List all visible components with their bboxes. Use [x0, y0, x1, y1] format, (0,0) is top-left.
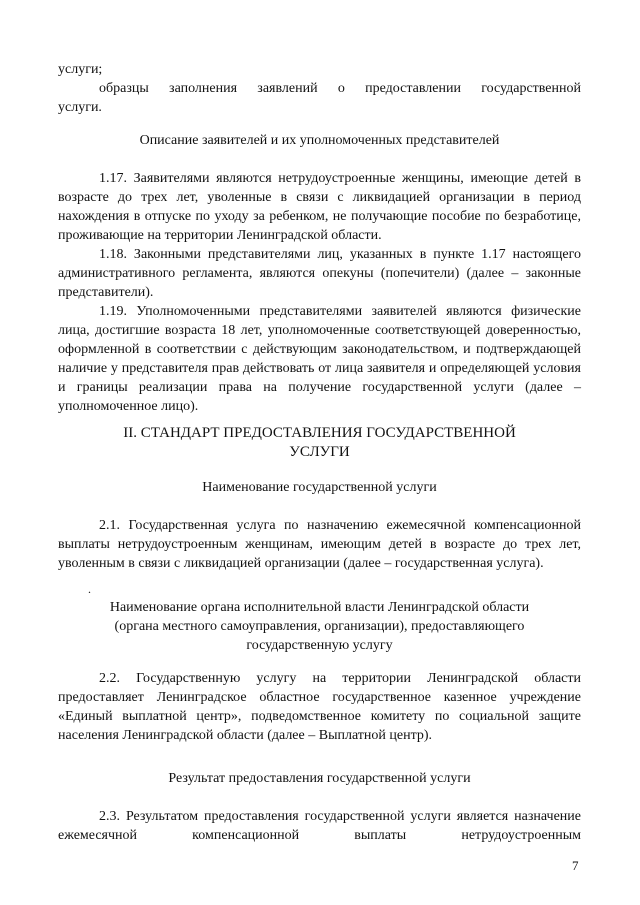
paragraph-2-3-block: [58, 807, 581, 845]
section-2-title-line-1: II. СТАНДАРТ ПРЕДОСТАВЛЕНИЯ ГОСУДАРСТВЕННОЙ: [123, 425, 516, 441]
stray-dot: .: [88, 582, 91, 596]
intro-line-2: образцы заполнения заявлений о предоставлении государственной: [99, 81, 581, 96]
service-name-heading: Наименование государственной услуги: [202, 480, 437, 495]
paragraph-1-18: 1.18. Законными представителями лиц, указанных в пункте 1.17 настоящего административного регламента, являются опекуны (попечители) (далее – законные представители).: [58, 247, 581, 300]
paragraph-2-3: 2.3. Результатом предоставления государственной услуги является назначение ежемесячной компенсационной выплаты нетрудоустроенным: [58, 809, 581, 843]
paragraph-1-17-to-1-19: [58, 169, 581, 416]
section-2-title-line-2: УСЛУГИ: [289, 444, 350, 460]
paragraph-1-19: 1.19. Уполномоченными представителями заявителей являются физические лица, достигшие возраста 18 лет, уполномоченные соответствующей доверенностью, оформленной в соответствии с действующим законодательством, и подтверждающей наличие у представителя прав действовать от лица заявителя и определяющей условия и границы реализации права на получение государственной услуги (далее – уполномоченное лицо).: [58, 304, 581, 414]
authority-heading: [58, 598, 581, 655]
applicants-heading: Описание заявителей и их уполномоченных представителей: [139, 133, 500, 148]
result-heading: Результат предоставления государственной услуги: [168, 771, 471, 786]
authority-heading-line-2: (органа местного самоуправления, организации), предоставляющего: [114, 619, 525, 634]
authority-heading-line-1: Наименование органа исполнительной власти Ленинградской области: [109, 600, 530, 615]
intro-block: [58, 60, 581, 117]
intro-line-1: услуги;: [58, 62, 103, 77]
paragraph-2-2: 2.2. Государственную услугу на территории Ленинградской области предоставляет Ленинградское областное государственное казенное учреждение «Единый выплатной центр», подведомственное комитету по социальной защите населения Ленинградской области (далее – Выплатной центр).: [58, 671, 581, 743]
paragraph-2-2-block: [58, 669, 581, 745]
page-number: 7: [572, 858, 579, 873]
paragraph-2-1-block: [58, 516, 581, 573]
authority-heading-line-3: государственную услугу: [246, 638, 393, 653]
intro-line-3: услуги.: [58, 100, 102, 115]
section-2-title: [58, 424, 581, 462]
paragraph-1-17: 1.17. Заявителями являются нетрудоустроенные женщины, имеющие детей в возрасте до трех лет, уволенные в связи с ликвидацией организации в период нахождения в отпуске по уходу за ребенком, не получающие пособие по безработице, проживающие на территории Ленинградской области.: [58, 171, 581, 243]
paragraph-2-1: 2.1. Государственная услуга по назначению ежемесячной компенсационной выплаты нетрудоустроенным женщинам, имеющим детей в возрасте до трех лет, уволенным в связи с ликвидацией организации (далее – государственная услуга).: [58, 518, 581, 571]
